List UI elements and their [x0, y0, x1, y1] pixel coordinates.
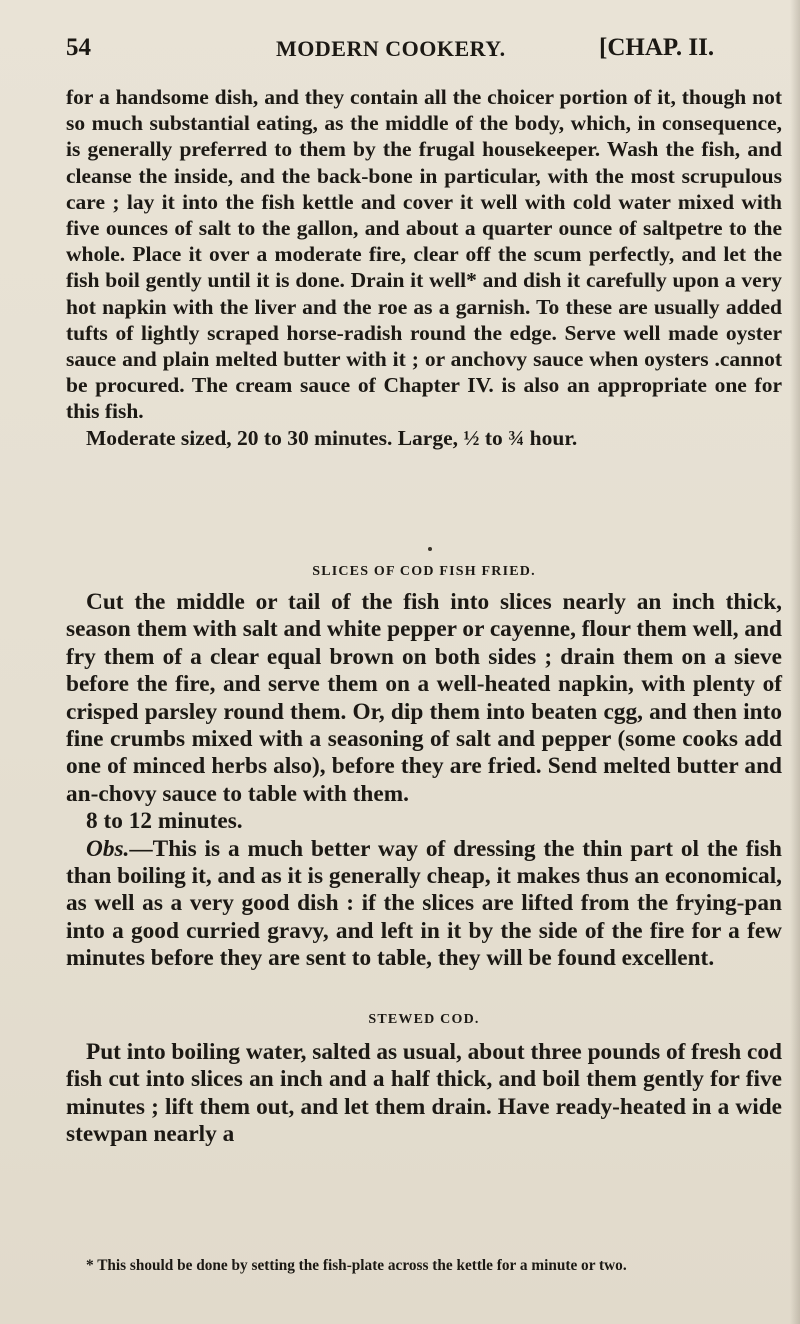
- chapter-marker: [CHAP. II.: [599, 34, 715, 61]
- stewed-section: [66, 1039, 782, 1149]
- footnote-text: * This should be done by setting the fish-plate across the kettle for a minute or two.: [86, 1257, 627, 1274]
- obs-text: —This is a much better way of dressing the thin part ol the fish than boiling it, and as it is generally cheap, it makes thus an economical, as well as a very good dish : if the slices are lifted from the frying-pan into a good curried gravy, and left in it by the side of the fire for a few minutes before they are sent to table, they will be found excellent.: [66, 835, 782, 972]
- slices-section: [66, 589, 782, 973]
- stewed-paragraph: Put into boiling water, salted as usual, about three pounds of fresh cod fish cut into slices an inch and a half thick, and boil them gently for five minutes ; lift them out, and let them drain. Have ready-heated in a wide stewpan nearly a: [66, 1039, 782, 1148]
- running-header: [66, 34, 782, 68]
- slices-cooking-time: 8 to 12 minutes.: [86, 808, 243, 835]
- intro-paragraph: for a handsome dish, and they contain all the choicer portion of it, though not so much substantial eating, as the middle of the body, which, in consequence, is generally preferred to them by the frugal housekeeper. Wash the fish, and cleanse the inside, and the back-bone in particular, with the most scrupulous care ; lay it into the fish kettle and cover it well with cold water mixed with five ounces of salt to the gallon, and about a quarter ounce of saltpetre to the whole. Place it over a moderate fire, clear off the scum perfectly, and let the fish boil gently until it is done. Drain it well* and dish it carefully upon a very hot napkin with the liver and the roe as a garnish. To these are usually added tufts of lightly scraped horse-radish round the edge. Serve well made oyster sauce and plain melted butter with it ; or anchovy sauce when oysters .cannot be procured. The cream sauce of Chapter IV. is also an appropriate one for this fish.: [66, 85, 782, 424]
- intro-section: [66, 84, 782, 451]
- page-number: 54: [66, 34, 91, 61]
- obs-label: Obs.: [86, 835, 130, 862]
- printer-mark: [428, 547, 432, 551]
- slices-heading: SLICES OF COD FISH FRIED.: [312, 564, 536, 579]
- footnote: [66, 1256, 782, 1275]
- page-edge-shadow: [790, 0, 800, 1324]
- slices-paragraph: Cut the middle or tail of the fish into slices nearly an inch thick, season them with salt and white pepper or cayenne, flour them well, and fry them of a clear equal brown on both sides ; drain them on a sieve before the fire, and serve them on a well-heated napkin, with plenty of crisped parsley round them. Or, dip them into beaten cgg, and then into fine crumbs mixed with a seasoning of salt and pepper (some cooks add one of minced herbs also), before they are fried. Send melted butter and an-chovy sauce to table with them.: [66, 589, 782, 807]
- running-title: MODERN COOKERY.: [276, 36, 506, 61]
- slices-observation: [66, 836, 782, 973]
- stewed-heading: STEWED COD.: [368, 1012, 480, 1027]
- intro-cooking-time: Moderate sized, 20 to 30 minutes. Large, ½ to ¾ hour.: [86, 425, 578, 450]
